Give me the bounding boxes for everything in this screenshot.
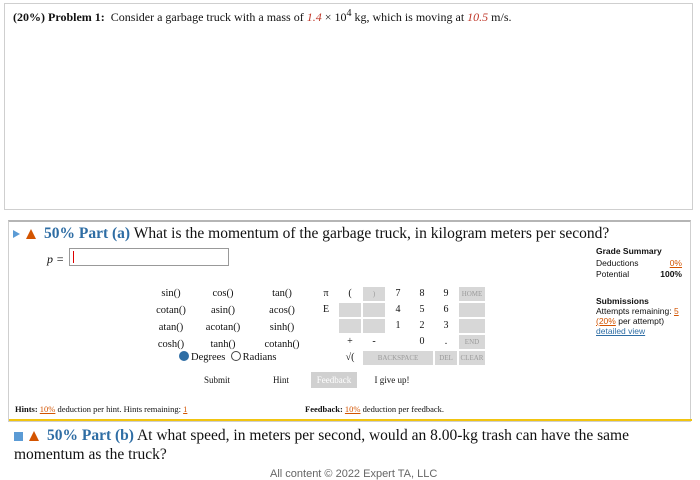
open-paren-key[interactable]: ( (348, 288, 352, 299)
part-a-title (13, 225, 609, 243)
spacer-2 (315, 335, 337, 349)
hints-feedback-bar (9, 400, 692, 420)
sqrt-key[interactable]: √( (345, 352, 355, 363)
five-key[interactable]: 5 (419, 304, 425, 315)
problem-statement (4, 3, 693, 210)
zero-key[interactable]: 0 (419, 336, 425, 347)
feedback-label: Feedback: (305, 404, 343, 414)
mass-value: 1.4 (306, 10, 322, 24)
eight-key[interactable]: 8 (419, 288, 425, 299)
minus-key[interactable]: - (372, 336, 376, 347)
hints-text: deduction per hint. Hints remaining: (57, 404, 181, 414)
footer-copyright: All content © 2022 Expert TA, LLC (270, 468, 438, 480)
keypad (315, 287, 485, 365)
three-key[interactable]: 3 (443, 320, 449, 331)
action-buttons (9, 372, 692, 394)
cotan-button[interactable]: cotan() (156, 305, 186, 316)
grade-summary (596, 246, 682, 336)
problem-text-before: Consider a garbage truck with a mass of (110, 10, 304, 24)
atan-button[interactable]: atan() (158, 322, 184, 333)
answer-input[interactable] (69, 248, 229, 266)
submissions-title: Submissions (596, 296, 649, 306)
acos-button[interactable]: acos() (269, 305, 295, 316)
degrees-radio[interactable] (179, 351, 189, 361)
radians-label: Radians (242, 352, 277, 363)
detailed-view-link[interactable]: detailed view (596, 326, 646, 336)
part-a-percent: 50% (44, 225, 75, 242)
part-b-percent: 50% (47, 427, 78, 444)
feedback-text: deduction per feedback. (362, 404, 445, 414)
blank-key-5[interactable] (363, 319, 385, 333)
tan-button[interactable]: tan() (272, 288, 292, 299)
problem-text-mid: kg, which is moving at (354, 10, 465, 24)
divider (9, 419, 692, 421)
expand-icon[interactable] (14, 432, 23, 441)
mass-exponent: 4 (346, 8, 352, 19)
hints-info (15, 404, 187, 414)
submit-button[interactable]: Submit (203, 375, 230, 385)
blank-key-1[interactable] (339, 303, 361, 317)
nine-key[interactable]: 9 (443, 288, 449, 299)
part-b-title (14, 426, 654, 464)
six-key[interactable]: 6 (443, 304, 449, 315)
potential-label: Potential (596, 269, 630, 279)
clear-key[interactable]: CLEAR (459, 351, 485, 365)
hints-label: Hints: (15, 404, 38, 414)
hints-remaining: 1 (183, 404, 188, 414)
hint-button[interactable]: Hint (272, 375, 289, 385)
e-key[interactable]: E (322, 304, 330, 315)
deductions-value: 0% (669, 258, 682, 268)
warning-icon (26, 229, 36, 239)
asin-button[interactable]: asin() (211, 305, 235, 316)
sin-button[interactable]: sin() (161, 288, 181, 299)
per-attempt-pct: (20% (596, 316, 616, 326)
blank-key-4[interactable] (339, 319, 361, 333)
pi-key[interactable]: π (323, 288, 329, 299)
spacer-3 (387, 335, 409, 349)
degrees-label: Degrees (191, 352, 226, 363)
end-key[interactable]: END (459, 335, 485, 349)
cosh-button[interactable]: cosh() (157, 339, 185, 350)
sinh-button[interactable]: sinh() (269, 322, 295, 333)
blank-key-3[interactable] (459, 303, 485, 317)
potential-value: 100% (660, 269, 682, 279)
mass-exp-text: × 10 (324, 10, 347, 24)
backspace-key[interactable]: BACKSPACE (363, 351, 433, 365)
hints-pct: 10% (39, 404, 56, 414)
part-a-question: What is the momentum of the garbage truck, in kilogram meters per second? (133, 225, 610, 242)
problem-label: Problem 1: (48, 10, 105, 24)
attempts-label: Attempts remaining: (596, 306, 672, 316)
close-paren-key[interactable]: ) (363, 287, 385, 301)
cotanh-button[interactable]: cotanh() (264, 339, 300, 350)
deductions-label: Deductions (596, 258, 639, 268)
home-key[interactable]: HOME (459, 287, 485, 301)
part-b-label: Part (b) (81, 427, 134, 444)
blank-key-6[interactable] (459, 319, 485, 333)
attempts-value: 5 (673, 306, 679, 316)
blank-key-2[interactable] (363, 303, 385, 317)
expand-arrow-icon[interactable] (13, 230, 20, 238)
grade-summary-title: Grade Summary (596, 246, 662, 256)
feedback-button[interactable]: Feedback (311, 372, 357, 388)
del-key[interactable]: DEL (435, 351, 457, 365)
plus-key[interactable]: + (347, 336, 353, 347)
problem-weight: (20%) (13, 10, 45, 24)
warning-icon (29, 431, 39, 441)
tanh-button[interactable]: tanh() (210, 339, 236, 350)
seven-key[interactable]: 7 (395, 288, 401, 299)
four-key[interactable]: 4 (395, 304, 401, 315)
problem-text-after: m/s. (491, 10, 512, 24)
acotan-button[interactable]: acotan() (205, 322, 241, 333)
radians-radio[interactable] (231, 351, 241, 361)
speed-value: 10.5 (467, 10, 489, 24)
per-attempt-text: per attempt) (618, 316, 665, 326)
one-key[interactable]: 1 (395, 320, 401, 331)
part-a-panel (8, 220, 691, 422)
answer-variable-label: p = (47, 252, 65, 266)
function-buttons (147, 287, 313, 351)
cos-button[interactable]: cos() (212, 288, 234, 299)
spacer-1 (315, 319, 337, 333)
feedback-info (305, 404, 444, 414)
part-a-label: Part (a) (78, 225, 131, 242)
dot-key[interactable]: . (444, 336, 448, 347)
angle-mode (179, 351, 276, 363)
feedback-pct: 10% (344, 404, 361, 414)
spacer-4 (315, 351, 337, 365)
give-up-button[interactable]: I give up! (374, 375, 410, 385)
text-cursor (73, 251, 74, 263)
part-b-question: At what speed, in meters per second, would an 8.00-kg trash can have the same momentum as the truck? (14, 427, 629, 463)
two-key[interactable]: 2 (419, 320, 425, 331)
